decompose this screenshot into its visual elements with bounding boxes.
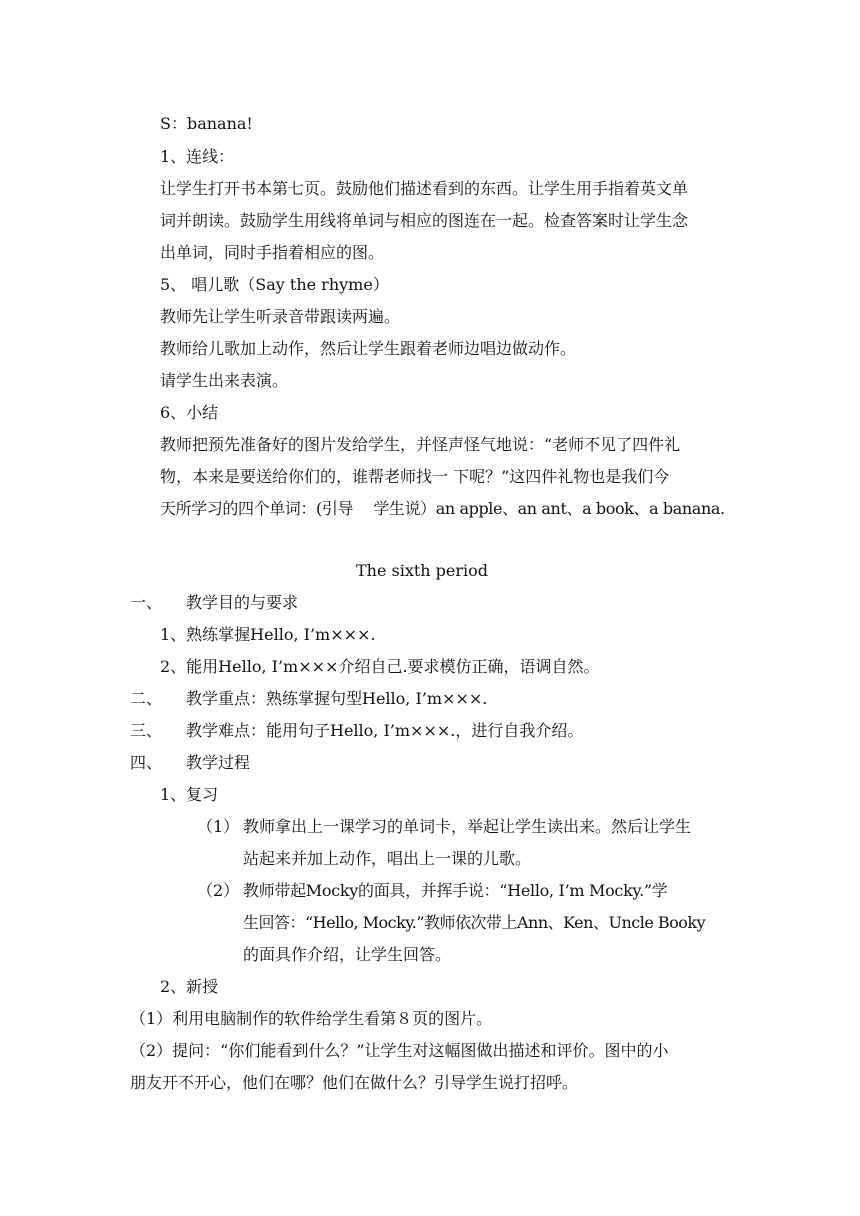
paragraph-line: 请学生出来表演。	[160, 371, 289, 390]
objective-item: 2、能用Hello, I’m×××介绍自己.要求模仿正确，语调自然。	[160, 657, 600, 676]
list-item-text: 教师拿出上一课学习的单词卡，举起让学生读出来。然后让学生	[243, 817, 692, 836]
paragraph-line: 教师先让学生听录音带跟读两遍。	[160, 307, 401, 326]
section-title: The sixth period	[355, 561, 489, 580]
list-item-text: 的面具作介绍，让学生回答。	[243, 945, 452, 964]
step-heading: 5、 唱儿歌（Say the rhyme）	[160, 275, 389, 294]
paragraph-line: （1）利用电脑制作的软件给学生看第８页的图片。	[130, 1009, 493, 1028]
paragraph-line: 朋友开不开心，他们在哪？他们在做什么？引导学生说打招呼。	[130, 1073, 579, 1092]
objective-item: 1、熟练掌握Hello, I’m×××.	[160, 625, 376, 644]
step-heading: 1、连线：	[160, 147, 235, 166]
list-item-text: 教师带起Mocky的面具，并挥手说：“Hello, I’m Mocky.”学	[243, 881, 668, 900]
list-number: （2）	[197, 881, 240, 900]
paragraph-line: 物，本来是要送给你们的，谁帮老师找一 下呢？”这四件礼物也是我们今	[160, 467, 670, 486]
subheading-new-lesson: 2、新授	[160, 977, 219, 996]
paragraph-line: 教师给儿歌加上动作，然后让学生跟着老师边唱边做动作。	[160, 339, 577, 358]
heading-process: 四、 教学过程	[130, 753, 251, 772]
paragraph-line: 教师把预先准备好的图片发给学生，并怪声怪气地说：“老师不见了四件礼	[160, 435, 681, 454]
student-answer: S：banana!	[160, 114, 253, 133]
paragraph-line: 词并朗读。鼓励学生用线将单词与相应的图连在一起。检查答案时让学生念	[160, 211, 689, 230]
paragraph-line: （2）提问：“你们能看到什么？”让学生对这幅图做出描述和评价。图中的小	[130, 1041, 669, 1060]
list-number: （1）	[197, 817, 240, 836]
subheading-review: 1、复习	[160, 785, 219, 804]
heading-difficulties: 三、 教学难点：能用句子Hello, I’m×××.，进行自我介绍。	[130, 721, 584, 740]
paragraph-line: 让学生打开书本第七页。鼓励他们描述看到的东西。让学生用手指着英文单	[160, 179, 689, 198]
paragraph-line: 出单词，同时手指着相应的图。	[160, 243, 385, 262]
paragraph-line: 天所学习的四个单词：(引导 学生说）an apple、an ant、a book、a banana.	[160, 499, 725, 518]
heading-objectives: 一、 教学目的与要求	[130, 593, 299, 612]
list-item-text: 生回答：“Hello, Mocky.”教师依次带上Ann、Ken、Uncle Booky	[243, 913, 706, 932]
step-heading: 6、小结	[160, 403, 219, 422]
list-item-text: 站起来并加上动作，唱出上一课的儿歌。	[243, 849, 532, 868]
heading-key-points: 二、 教学重点：熟练掌握句型Hello, I’m×××.	[130, 689, 488, 708]
